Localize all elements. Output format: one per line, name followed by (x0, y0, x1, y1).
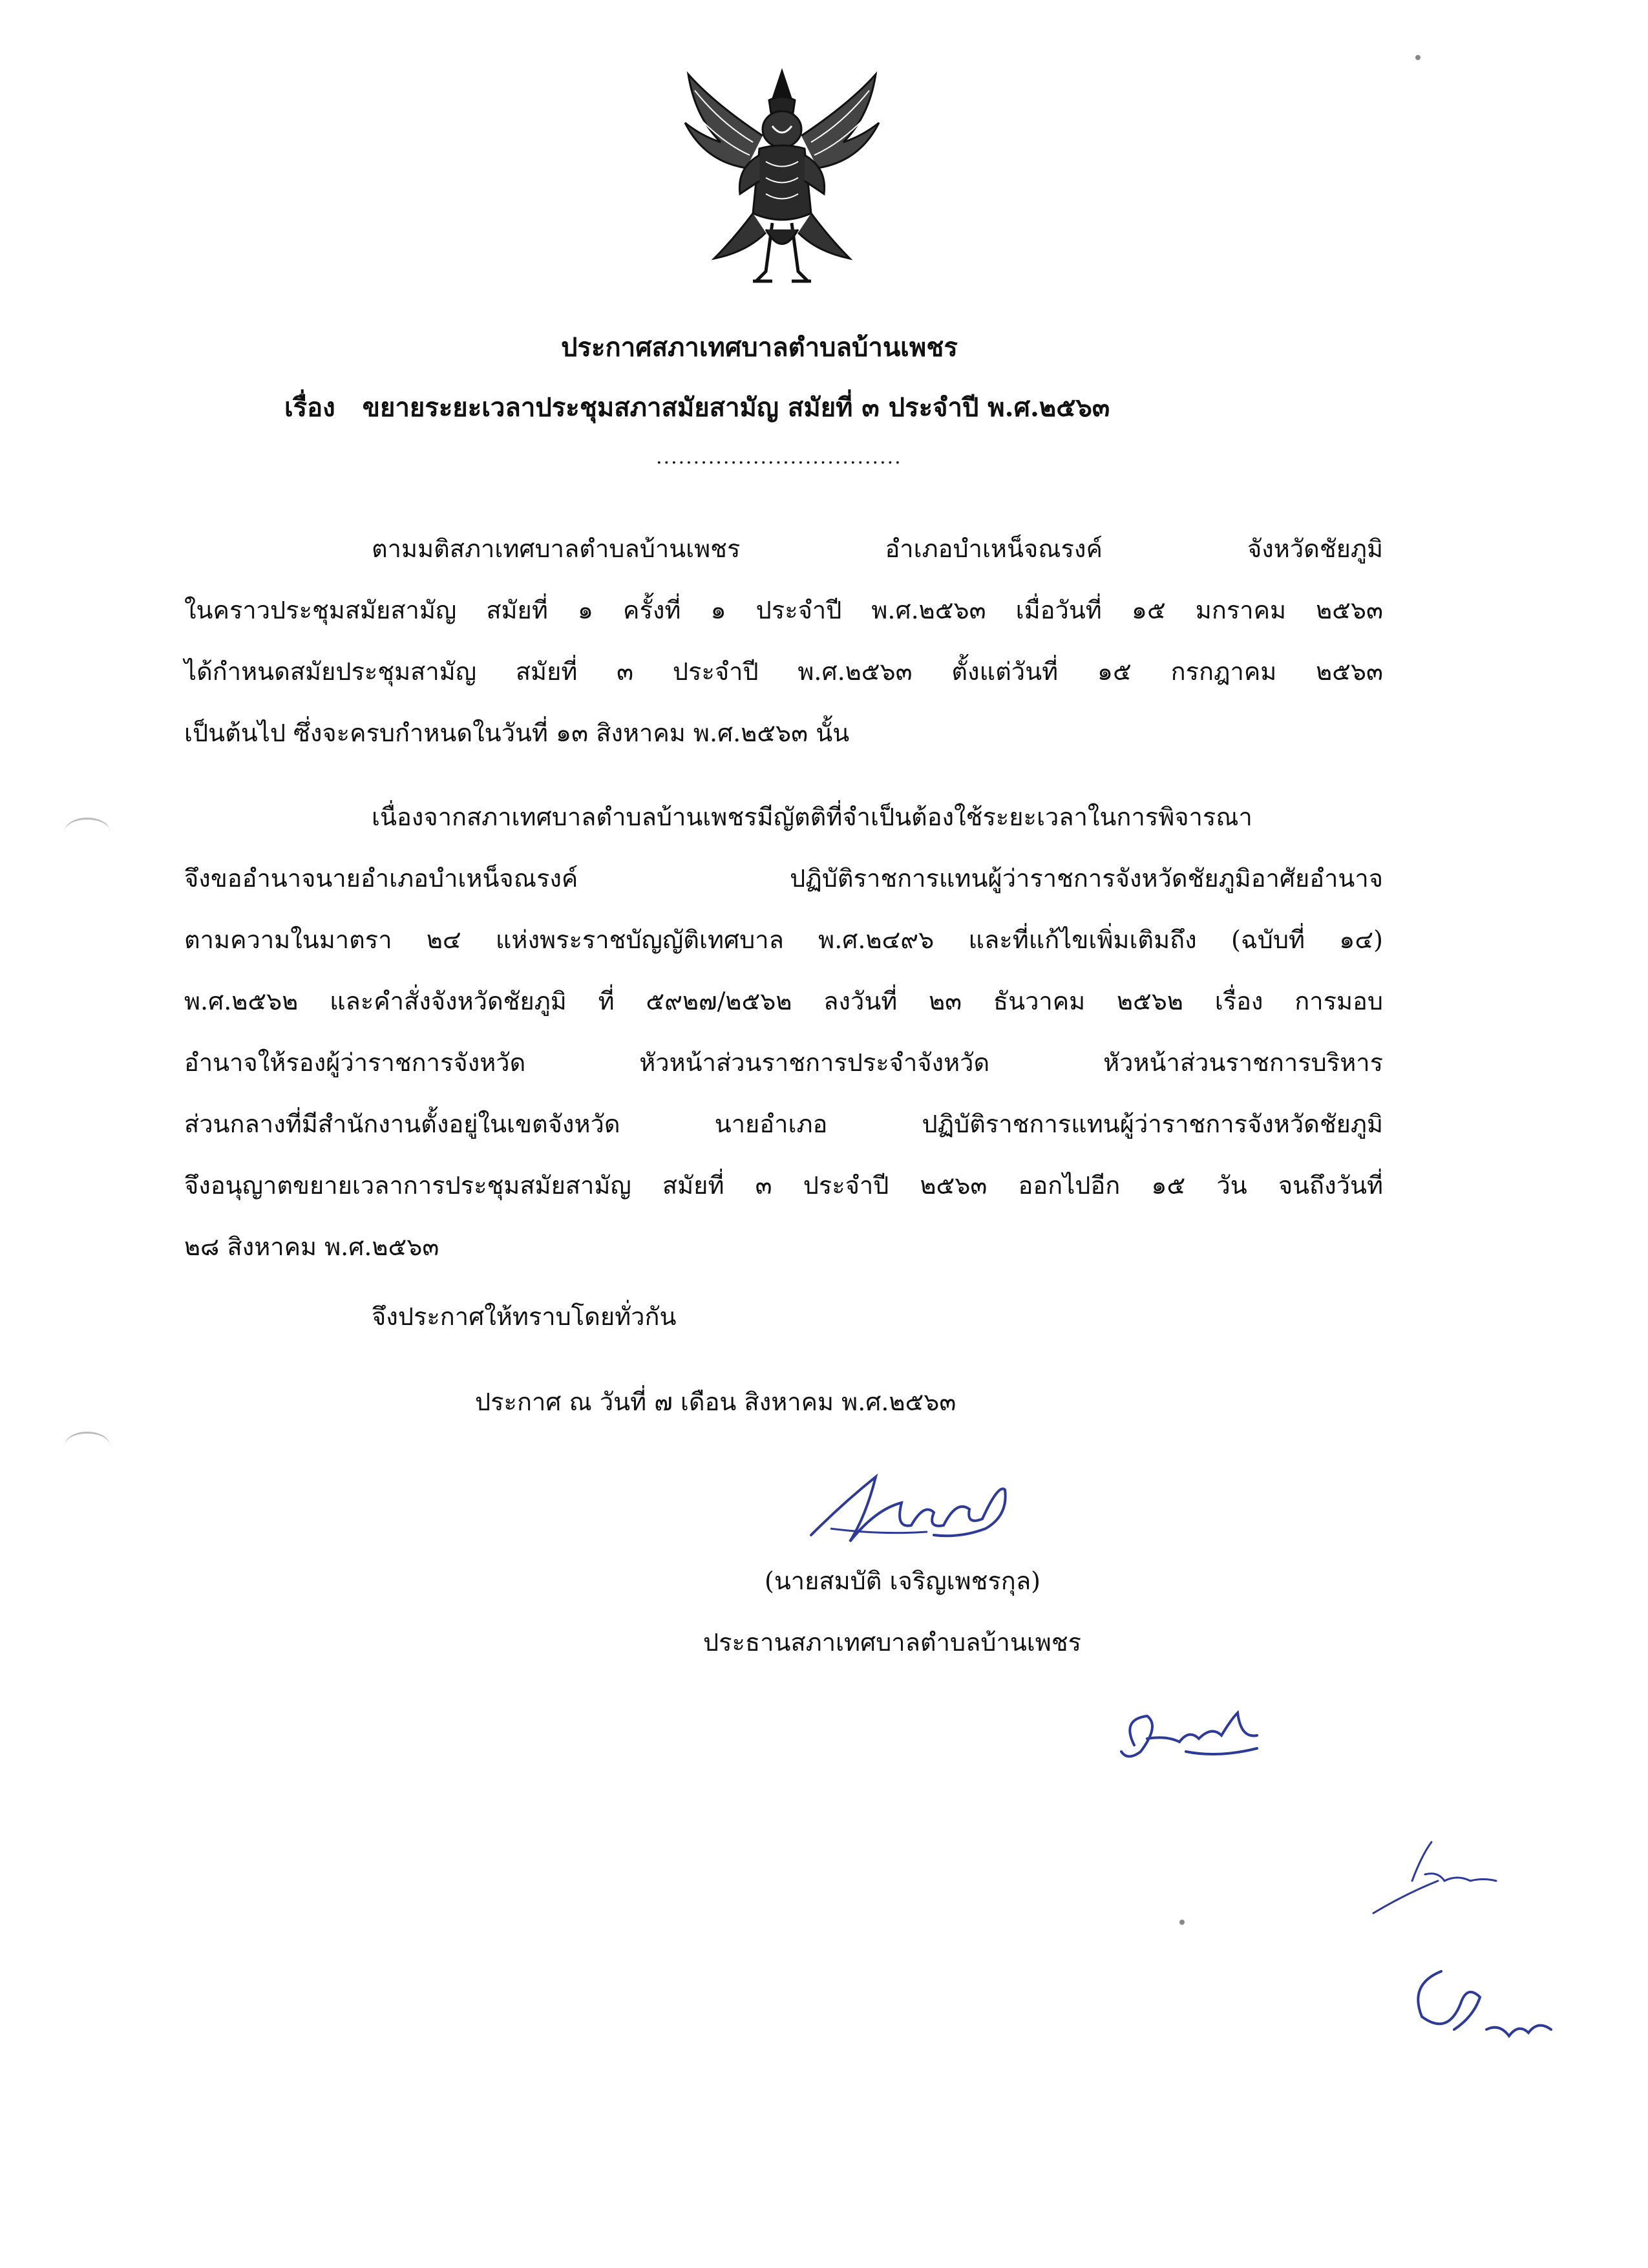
initial-signature-3 (1396, 1958, 1558, 2062)
paragraph1-line-3: ได้กำหนดสมัยประชุมสามัญ สมัยที่ ๓ ประจำปี พ.ศ.๒๕๖๓ ตั้งแต่วันที่ ๑๕ กรกฎาคม ๒๕๖๓ (184, 657, 1383, 686)
document-title: ประกาศสภาเทศบาลตำบลบ้านเพชร (561, 332, 958, 363)
paragraph2-line-3: ตามความในมาตรา ๒๔ แห่งพระราชบัญญัติเทศบาล พ.ศ.๒๔๙๖ และที่แก้ไขเพิ่มเติมถึง (ฉบับที่ ๑๔) (184, 926, 1383, 954)
paragraph2-line-5: อำนาจให้รองผู้ว่าราชการจังหวัด หัวหน้าส่วนราชการประจำจังหวัด หัวหน้าส่วนราชการบริหาร (184, 1048, 1383, 1077)
garuda-emblem-icon (675, 65, 889, 288)
paragraph1-line-1: ตามมติสภาเทศบาลตำบลบ้านเพชร อำเภอบำเหน็จณรงค์ จังหวัดชัยภูมิ (372, 535, 1383, 563)
paragraph2-line-7: จึงอนุญาตขยายเวลาการประชุมสมัยสามัญ สมัยที่ ๓ ประจำปี ๒๕๖๓ ออกไปอีก ๑๕ วัน จนถึงวันที่ (184, 1171, 1383, 1200)
chairman-position: ประธานสภาเทศบาลตำบลบ้านเพชร (703, 1628, 1082, 1657)
closing-statement: จึงประกาศให้ทราบโดยทั่วกัน (372, 1302, 677, 1331)
punch-hole-mark (65, 1432, 110, 1459)
paragraph2-line-4: พ.ศ.๒๕๖๒ และคำสั่งจังหวัดชัยภูมิ ที่ ๕๙๒๗/๒๕๖๒ ลงวันที่ ๒๓ ธันวาคม ๒๕๖๒ เรื่อง การมอบ (184, 987, 1383, 1015)
paragraph2-line-1: เนื่องจากสภาเทศบาลตำบลบ้านเพชรมีญัตติที่จำเป็นต้องใช้ระยะเวลาในการพิจารณา (372, 803, 1252, 831)
document-subject (284, 387, 1110, 428)
initial-signature-1 (1108, 1700, 1263, 1771)
chairman-name: (นายสมบัติ เจริญเพชรกุล) (765, 1567, 1041, 1595)
paragraph1-line-2: ในคราวประชุมสมัยสามัญ สมัยที่ ๑ ครั้งที่ ๑ ประจำปี พ.ศ.๒๕๖๓ เมื่อวันที่ ๑๕ มกราคม ๒๕๖๓ (184, 596, 1383, 624)
announcement-date: ประกาศ ณ วันที่ ๗ เดือน สิงหาคม พ.ศ.๒๕๖๓ (475, 1388, 956, 1416)
subject-label: เรื่อง (284, 392, 335, 423)
chairman-signature (805, 1464, 1018, 1554)
paragraph2-line-2: จึงขออำนาจนายอำเภอบำเหน็จณรงค์ ปฏิบัติราชการแทนผู้ว่าราชการจังหวัดชัยภูมิอาศัยอำนาจ (184, 864, 1383, 893)
paragraph1-line-4: เป็นต้นไป ซึ่งจะครบกำหนดในวันที่ ๑๓ สิงหาคม พ.ศ.๒๕๖๓ นั้น (184, 719, 850, 747)
paragraph2-line-8: ๒๘ สิงหาคม พ.ศ.๒๕๖๓ (184, 1233, 439, 1261)
paragraph2-line-6: ส่วนกลางที่มีสำนักงานตั้งอยู่ในเขตจังหวัด นายอำเภอ ปฏิบัติราชการแทนผู้ว่าราชการจังหวัดชัยภูมิ (184, 1110, 1383, 1138)
punch-hole-mark (65, 818, 110, 845)
paper-speck (1415, 55, 1421, 60)
initial-signature-2 (1367, 1836, 1516, 1926)
paper-speck (1179, 1920, 1185, 1925)
subject-text: ขยายระยะเวลาประชุมสภาสมัยสามัญ สมัยที่ ๓ ประจำปี พ.ศ.๒๕๖๓ (362, 392, 1110, 423)
title-separator: ................................. (656, 446, 902, 469)
